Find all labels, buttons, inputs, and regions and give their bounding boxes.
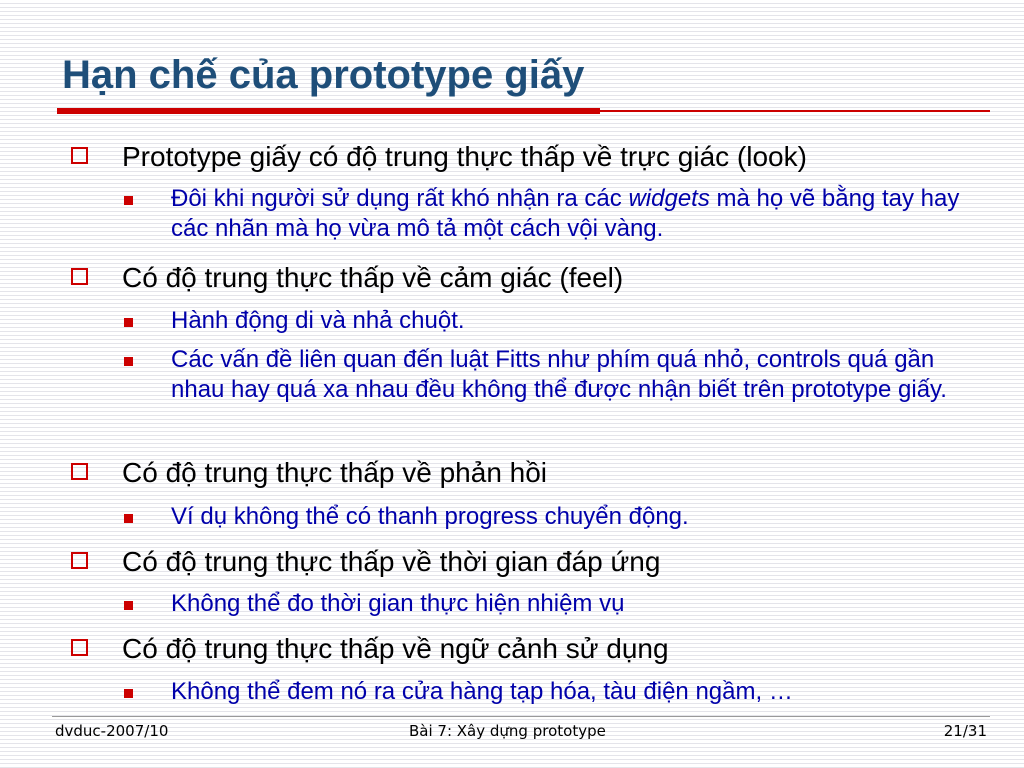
- filled-square-icon: [124, 514, 133, 523]
- footer-divider: [52, 716, 990, 717]
- bullet-1-sub-1: [171, 184, 981, 244]
- filled-square-icon: [124, 357, 133, 366]
- hollow-square-icon: [71, 268, 88, 285]
- hollow-square-icon: [71, 147, 88, 164]
- bullet-2-sub-2-text: Các vấn đề liên quan đến luật Fitts như phím quá nhỏ, controls quá gần nhau hay quá xa nhau đều không thể được nhận biết trên prototype giấy.: [171, 346, 947, 403]
- bullet-4: [122, 545, 992, 579]
- filled-square-icon: [124, 689, 133, 698]
- bullet-2-text: Có độ trung thực thấp về cảm giác (feel): [122, 262, 624, 293]
- bullet-5-text: Có độ trung thực thấp về ngữ cảnh sử dụng: [122, 633, 669, 664]
- hollow-square-icon: [71, 552, 88, 569]
- bullet-3-sub-1-text: Ví dụ không thể có thanh progress chuyển động.: [171, 503, 689, 530]
- hollow-square-icon: [71, 463, 88, 480]
- bullet-4-text: Có độ trung thực thấp về thời gian đáp ứng: [122, 546, 661, 577]
- filled-square-icon: [124, 318, 133, 327]
- bullet-3: [122, 456, 992, 490]
- footer-page-number: 21/31: [943, 722, 987, 740]
- bullet-4-sub-1: [171, 589, 981, 619]
- hollow-square-icon: [71, 639, 88, 656]
- bullet-5: [122, 632, 992, 666]
- slide-title: Hạn chế của prototype giấy: [62, 53, 585, 97]
- bullet-3-text: Có độ trung thực thấp về phản hồi: [122, 457, 548, 488]
- bullet-1-text: Prototype giấy có độ trung thực thấp về trực giác (look): [122, 141, 807, 172]
- bullet-5-sub-1: [171, 677, 981, 707]
- footer-author-date: dvduc-2007/10: [55, 722, 169, 740]
- filled-square-icon: [124, 196, 133, 205]
- bullet-1-sub-1-text-post: mà họ vẽ bằng tay hay các nhãn mà họ vừa mô tả một cách vội vàng.: [171, 185, 960, 242]
- bullet-2: [122, 261, 992, 295]
- bullet-4-sub-1-text: Không thể đo thời gian thực hiện nhiệm vụ: [171, 590, 625, 617]
- bullet-2-sub-1-text: Hành động di và nhả chuột.: [171, 307, 465, 334]
- footer-lecture-title: Bài 7: Xây dựng prototype: [409, 722, 606, 740]
- bullet-1-sub-1-text-emphasis: widgets: [628, 185, 710, 212]
- filled-square-icon: [124, 601, 133, 610]
- bullet-2-sub-1: [171, 306, 981, 336]
- bullet-2-sub-2: [171, 345, 981, 405]
- bullet-1-sub-1-text-pre: Đôi khi người sử dụng rất khó nhận ra các: [171, 185, 629, 212]
- bullet-3-sub-1: [171, 502, 981, 532]
- bullet-5-sub-1-text: Không thể đem nó ra cửa hàng tạp hóa, tàu điện ngầm, …: [171, 678, 793, 705]
- bullet-1: [122, 140, 992, 174]
